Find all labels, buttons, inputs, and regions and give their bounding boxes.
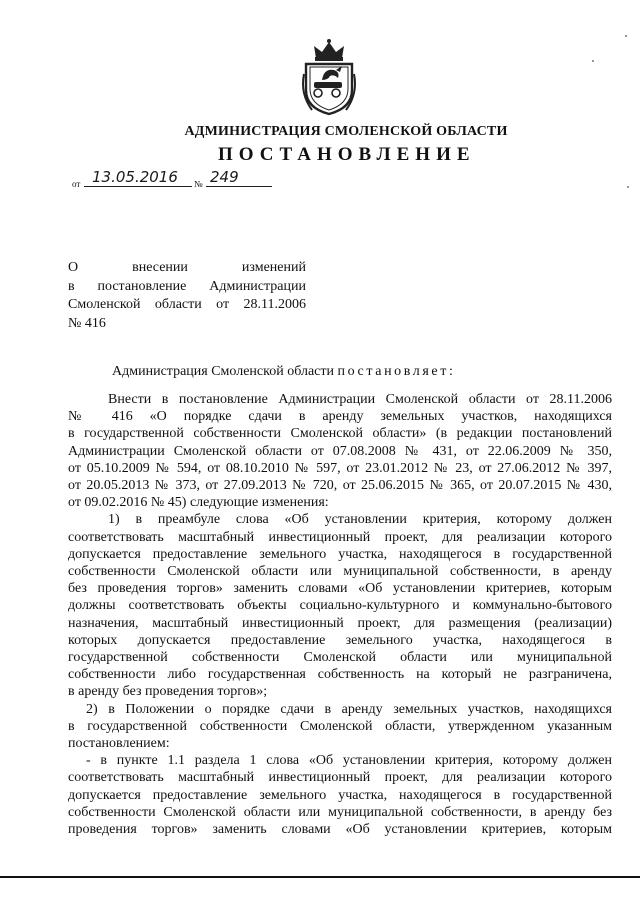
smolensk-coat-of-arms-icon: [298, 38, 360, 116]
body-line: - в пункте 1.1 раздела 1 слова «Об установлении критерия, которому должен: [86, 753, 612, 769]
body-line: постановлением:: [68, 736, 170, 752]
body-line: от 09.02.2016 № 45) следующие изменения:: [68, 495, 329, 511]
body-line: собственности Смоленской области или муниципальной собственности, в аренду: [68, 564, 612, 580]
body-line: допускается предоставление земельного участка, находящегося в государственной: [68, 546, 612, 562]
enacting-clause: [112, 364, 455, 380]
enacting-verb: постановляет:: [337, 364, 456, 379]
body-line: 1) в преамбуле слова «Об установлении критерия, которому должен: [108, 512, 612, 528]
subject-line: О внесении изменений: [68, 260, 306, 275]
subject-line: № 416: [68, 315, 106, 331]
body-line: соответствовать масштабный инвестиционный проект, для реализации которого: [68, 770, 612, 786]
body-line: должны соответствовать объекты социально-культурного и коммунально-бытового: [68, 598, 612, 614]
subject-line: в постановление Администрации: [68, 278, 306, 294]
scan-speck: [625, 35, 627, 37]
organization-title: АДМИНИСТРАЦИЯ СМОЛЕНСКОЙ ОБЛАСТИ: [184, 124, 508, 139]
subject-line: Смоленской области от 28.11.2006: [68, 297, 306, 312]
document-type-heading: ПОСТАНОВЛЕНИЕ: [218, 144, 476, 165]
number-underline: [206, 186, 272, 187]
enacting-prefix: Администрация Смоленской области: [112, 364, 335, 379]
body-line: собственности либо государственная собственность на который не разграничена,: [68, 667, 612, 683]
body-line: назначения, масштабный инвестиционный проект, для размещения (реализации): [68, 615, 612, 631]
body-line: соответствовать масштабный инвестиционный проект, для реализации которого: [68, 529, 612, 545]
body-line: Внести в постановление Администрации Смоленской области от 28.11.2006: [108, 392, 612, 407]
document-subject: [68, 259, 306, 333]
document-date: 13.05.2016: [92, 168, 178, 186]
body-line: допускается предоставление земельного участка, находящегося в государственной: [68, 787, 612, 803]
body-line: в государственной собственности Смоленской области» (в редакции постановлений: [68, 426, 612, 442]
page-bottom-rule: [0, 876, 640, 878]
body-line: № 416 «О порядке сдачи в аренду земельных участков, находящихся: [68, 409, 612, 425]
document-number: 249: [210, 168, 239, 186]
body-line: Администрации Смоленской области от 07.08.2008 № 431, от 22.06.2009 № 350,: [68, 443, 612, 459]
scan-speck: [592, 60, 594, 62]
body-line: проведения торгов» заменить словами «Об установлении критериев, которым: [68, 822, 612, 838]
body-line: без проведения торгов» заменить словами «Об установлении критериев, которым: [68, 581, 612, 597]
body-line: в государственной собственности Смоленской области, утвержденном указанным: [68, 718, 612, 734]
date-number-line: [72, 168, 292, 188]
date-underline: [84, 186, 192, 187]
body-line: государственной собственности Смоленской области или муниципальной: [68, 650, 612, 666]
scan-speck: [627, 186, 629, 188]
body-line: 2) в Положении о порядке сдачи в аренду земельных участков, находящихся: [86, 701, 612, 717]
document-body: [68, 391, 612, 838]
date-from-label: от: [72, 179, 81, 189]
body-line: которых допускается предоставление земельного участка, находящегося в: [68, 632, 612, 648]
number-label: №: [194, 179, 203, 189]
body-line: собственности Смоленской области или муниципальной собственности, в аренду без: [68, 804, 612, 820]
body-line: от 05.10.2009 № 594, от 08.10.2010 № 597, от 23.01.2012 № 23, от 27.06.2012 № 397,: [68, 460, 612, 476]
body-line: в аренду без проведения торгов»;: [68, 684, 268, 700]
body-line: от 20.05.2013 № 373, от 27.09.2013 № 720, от 25.06.2015 № 365, от 20.07.2015 № 430,: [68, 478, 612, 494]
